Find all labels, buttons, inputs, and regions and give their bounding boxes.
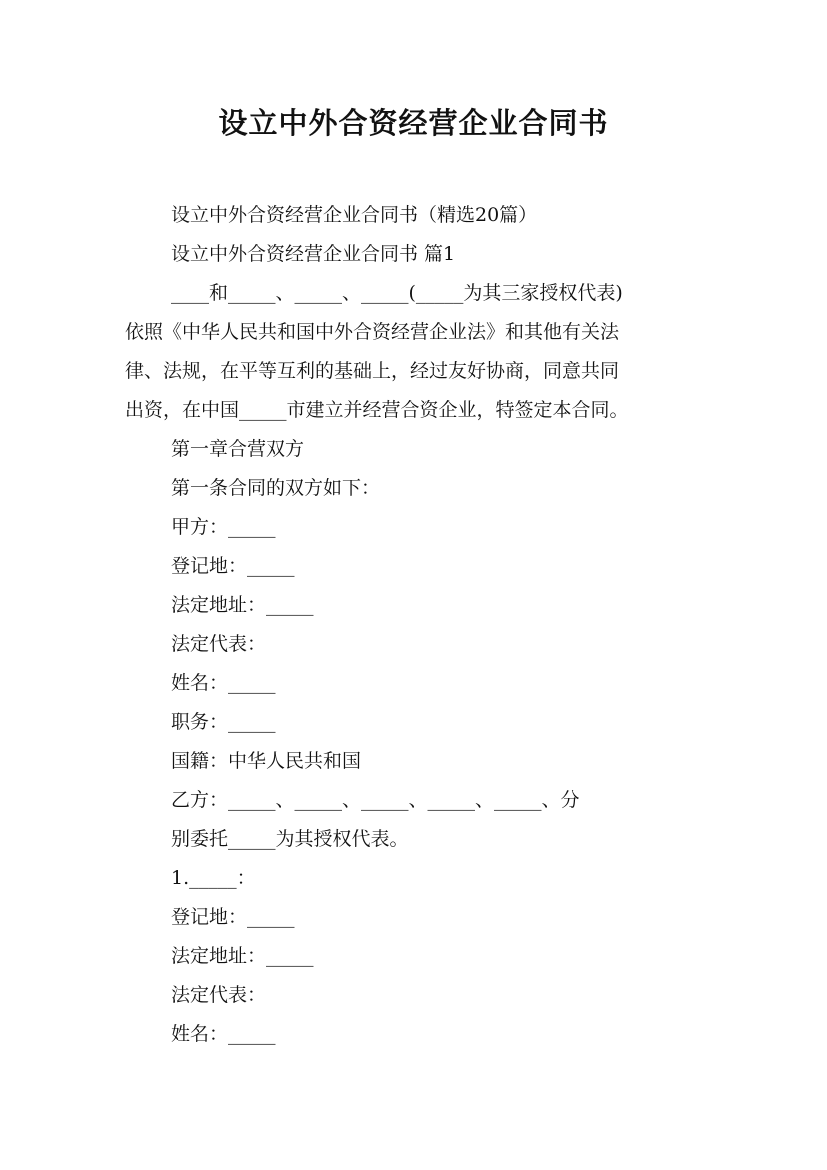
document-title: 设立中外合资经营企业合同书: [218, 106, 609, 140]
party-b-registration: 登记地：_____: [171, 906, 295, 928]
section-heading: 设立中外合资经营企业合同书 篇1: [171, 243, 456, 265]
party-b-item-1: 1._____：: [171, 867, 256, 889]
preamble-line-1: ____和_____、_____、_____(_____为其三家授权代表): [171, 282, 623, 304]
party-b-representative: 法定代表：: [171, 984, 267, 1006]
preamble-line-4: 出资，在中国_____市建立并经营合资企业，特签定本合同。: [125, 399, 629, 421]
document-body: [125, 196, 715, 1054]
party-b-address: 法定地址：_____: [171, 945, 314, 967]
party-a-registration: 登记地：_____: [171, 555, 295, 577]
preamble-line-3: 律、法规，在平等互利的基础上，经过友好协商，同意共同: [125, 360, 620, 382]
party-a-line: 甲方：_____: [171, 516, 276, 538]
preamble-line-2: 依照《中华人民共和国中外合资经营企业法》和其他有关法: [125, 321, 620, 343]
party-b-name: 姓名：_____: [171, 1023, 276, 1045]
subtitle-line: 设立中外合资经营企业合同书（精选20篇）: [171, 204, 538, 226]
party-b-line-1: 乙方：_____、_____、_____、_____、_____、分: [171, 789, 580, 811]
chapter-heading: 第一章合营双方: [171, 438, 305, 460]
party-a-name: 姓名：_____: [171, 672, 276, 694]
party-a-representative: 法定代表：: [171, 633, 267, 655]
party-a-nationality: 国籍：中华人民共和国: [171, 750, 362, 772]
party-a-address: 法定地址：_____: [171, 594, 314, 616]
party-a-position: 职务：_____: [171, 711, 276, 733]
article-heading: 第一条合同的双方如下：: [171, 477, 381, 499]
party-b-line-2: 别委托_____为其授权代表。: [171, 828, 409, 850]
